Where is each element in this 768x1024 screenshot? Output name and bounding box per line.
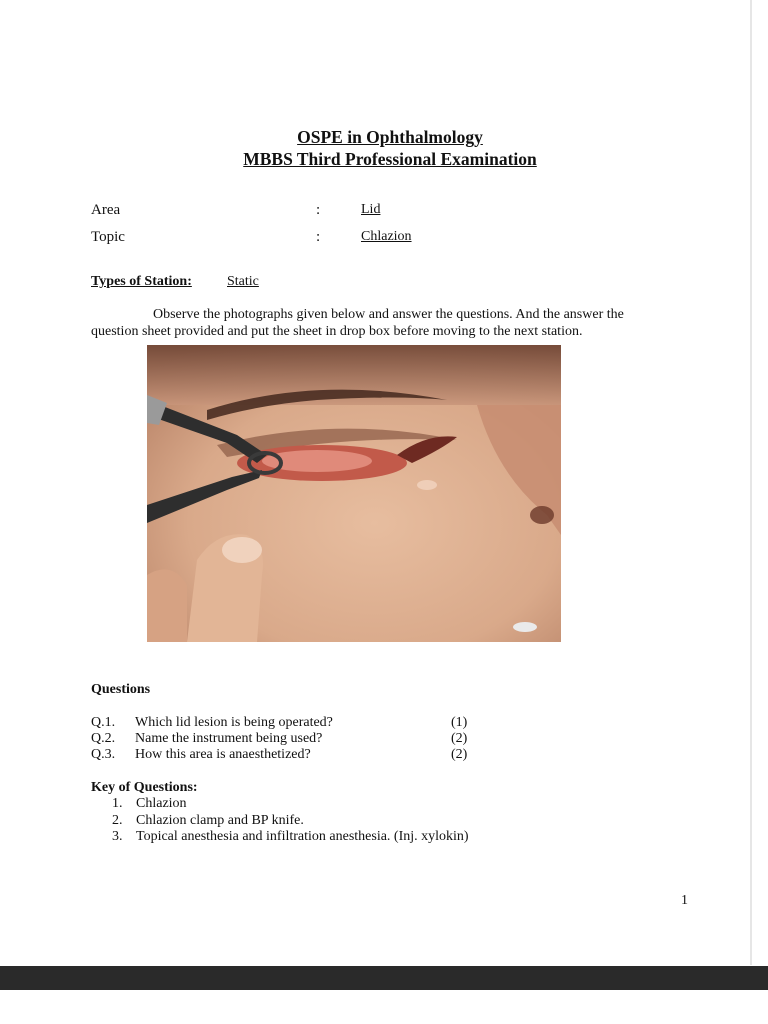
page-number: 1 [681, 893, 688, 908]
question-number: Q.3. [91, 747, 116, 762]
topic-label: Topic [91, 229, 125, 245]
question-number: Q.2. [91, 731, 116, 746]
station-type-value: Static [227, 274, 259, 289]
station-type-label: Types of Station: [91, 274, 192, 289]
question-number: Q.1. [91, 715, 116, 730]
answer-number: 3. [112, 829, 123, 844]
answer-text: Topical anesthesia and infiltration anesthesia. (Inj. xylokin) [136, 829, 469, 844]
answer-key-item [112, 829, 469, 845]
eyelid-surgery-photo [147, 345, 561, 642]
question-marks: (2) [451, 747, 468, 762]
area-label: Area [91, 202, 121, 218]
topic-value: Chlazion [361, 229, 412, 244]
answer-key-heading: Key of Questions: [91, 780, 198, 795]
question-text: Which lid lesion is being operated? [135, 715, 333, 730]
answer-key-item [112, 796, 187, 812]
area-value: Lid [361, 202, 381, 217]
question-text: How this area is anaesthetized? [135, 747, 311, 762]
question-marks: (1) [451, 715, 468, 730]
questions-heading: Questions [91, 682, 151, 697]
topic-colon: : [316, 229, 321, 245]
document-subtitle: MBBS Third Professional Examination [243, 149, 537, 169]
answer-number: 1. [112, 796, 123, 811]
document-title: OSPE in Ophthalmology [297, 127, 483, 147]
area-colon: : [316, 202, 321, 218]
answer-key-item [112, 813, 304, 829]
answer-text: Chlazion [136, 796, 187, 811]
question-text: Name the instrument being used? [135, 731, 323, 746]
viewer-bottom-bar [0, 966, 768, 990]
instructions-paragraph: Observe the photographs given below and answer the questions. And the answer the question sheet provided and put the sheet in drop box before moving to the next station. [91, 307, 624, 339]
answer-number: 2. [112, 813, 123, 828]
answer-text: Chlazion clamp and BP knife. [136, 813, 304, 828]
question-marks: (2) [451, 731, 468, 746]
